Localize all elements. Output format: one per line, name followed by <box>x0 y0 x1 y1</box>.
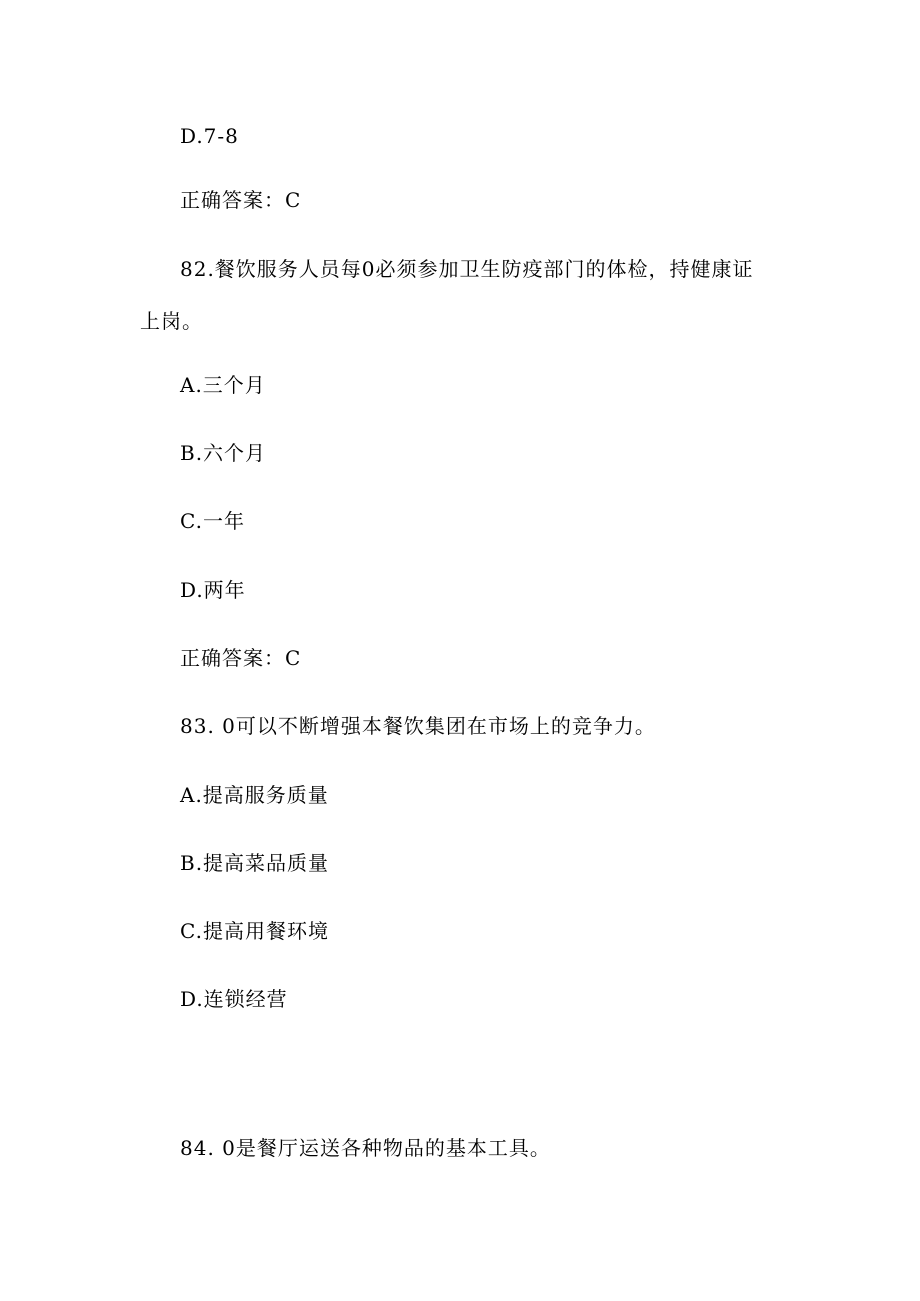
question-82-stem-line2: 上岗。 <box>140 309 203 333</box>
question-82-answer: 正确答案：C <box>180 646 302 670</box>
question-83-option-b: B.提高菜品质量 <box>180 851 330 875</box>
question-82-stem-line1: 82.餐饮服务人员每0必须参加卫生防疫部门的体检，持健康证 <box>180 257 754 281</box>
question-83-option-d: D.连锁经营 <box>180 987 288 1011</box>
question-83-option-c: C.提高用餐环境 <box>180 919 329 943</box>
question-83-option-a: A.提高服务质量 <box>180 783 329 807</box>
question-82-option-c: C.一年 <box>180 509 245 533</box>
prev-option-d: D.7-8 <box>180 124 239 148</box>
prev-answer: 正确答案：C <box>180 188 302 212</box>
question-82-option-a: A.三个月 <box>180 373 266 397</box>
question-84-stem: 84. 0是餐厅运送各种物品的基本工具。 <box>180 1136 551 1160</box>
question-82-option-d: D.两年 <box>180 578 246 602</box>
question-83-stem: 83. 0可以不断增强本餐饮集团在市场上的竞争力。 <box>180 714 656 738</box>
question-82-option-b: B.六个月 <box>180 441 267 465</box>
